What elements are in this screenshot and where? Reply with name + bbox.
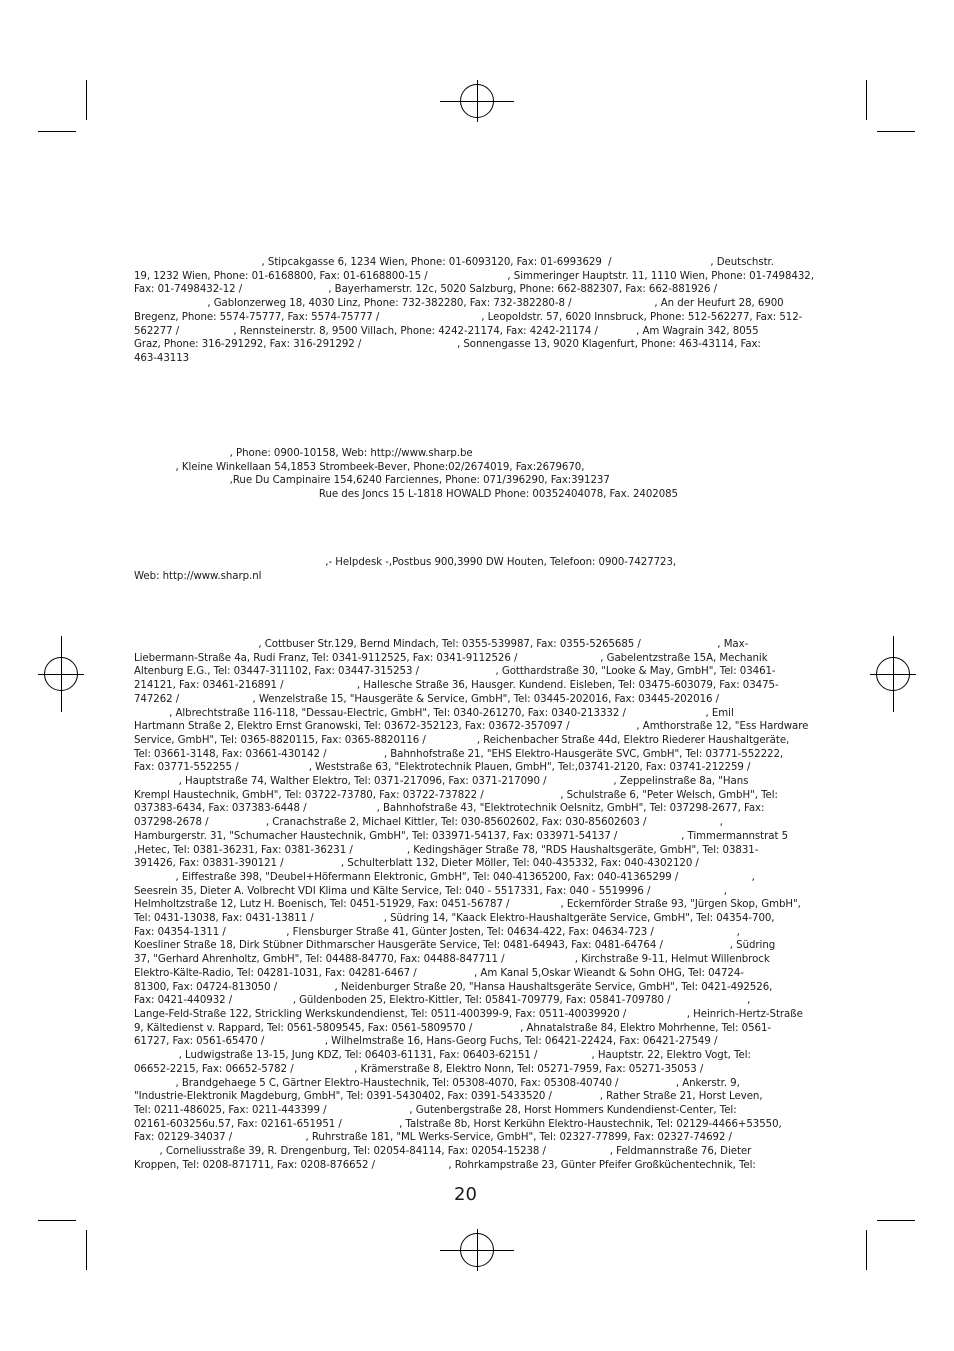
crop-mark bbox=[877, 1220, 915, 1221]
text-line: Tel: 0431-13038, Fax: 0431-13811 / , Südring 14, "Kaack Elektro-Haushaltgeräte Service, GmbH", Tel: 04354-700, bbox=[134, 913, 775, 925]
text-line: Bregenz, Phone: 5574-75777, Fax: 5574-75777 / , Leopoldstr. 57, 6020 Innsbruck, Phone: 512-562277, Fax: 512- bbox=[134, 311, 803, 323]
text-line: 06652-2215, Fax: 06652-5782 / , Krämerstraße 8, Elektro Nonn, Tel: 05271-7959, Fax: 05271-35053 / bbox=[134, 1063, 704, 1075]
text-line: , Cottbuser Str.129, Bernd Mindach, Tel: 0355-539987, Fax: 0355-5265685 / , Max- bbox=[134, 639, 749, 650]
text-line: 9, Kältedienst v. Rappard, Tel: 0561-5809545, Fax: 0561-5809570 / , Ahnatalstraße 84, Elektro Mohrhenne, Tel: 0561- bbox=[134, 1022, 772, 1034]
service-list-netherlands bbox=[134, 556, 798, 583]
text-line: 02161-603256u.57, Fax: 02161-651951 / , Talstraße 8b, Horst Kerkühn Elektro-Haustechnik, Tel: 02129-4466+53550, bbox=[134, 1118, 782, 1130]
crop-mark bbox=[86, 80, 87, 120]
registration-crosshair bbox=[893, 636, 894, 712]
text-line: , Phone: 0900-10158, Web: http://www.sharp.be bbox=[134, 448, 473, 459]
text-line: 19, 1232 Wien, Phone: 01-6168800, Fax: 01-6168800-15 / , Simmeringer Hauptstr. 11, 1110 Wien, Phone: 01-7498432, bbox=[134, 270, 814, 282]
text-line: 037298-2678 / , Cranachstraße 2, Michael Kittler, Tel: 030-85602602, Fax: 030-85602603 / , bbox=[134, 817, 723, 829]
text-line: ,Hetec, Tel: 0381-36231, Fax: 0381-36231 / , Kedingshäger Straße 78, "RDS Haushaltsgeräte, GmbH", Tel: 03831- bbox=[134, 844, 759, 856]
registration-crosshair bbox=[61, 636, 62, 712]
text-line: Helmholtzstraße 12, Lutz H. Boenisch, Tel: 0451-51929, Fax: 0451-56787 / , Eckernförder Straße 93, "Jürgen Skop, GmbH", bbox=[134, 899, 801, 911]
text-line: 37, "Gerhard Ahrenholtz, GmbH", Tel: 04488-84770, Fax: 04488-847711 / , Kirchstraße 9-11, Helmut Willenbrock bbox=[134, 954, 770, 966]
crop-mark bbox=[866, 80, 867, 120]
text-line: , Gablonzerweg 18, 4030 Linz, Phone: 732-382280, Fax: 732-382280-8 / , An der Heufurt 28, 6900 bbox=[134, 298, 784, 310]
text-line: Fax: 02129-34037 / , Ruhrstraße 181, "ML Werks-Service, GmbH", Tel: 02327-77899, Fax: 02327-74692 / bbox=[134, 1132, 732, 1144]
text-line: Krempl Haustechnik, GmbH", Tel: 03722-73780, Fax: 03722-737822 / , Schulstraße 6, "Peter Welsch, GmbH", Tel: bbox=[134, 789, 778, 801]
text-line: Fax: 04354-1311 / , Flensburger Straße 41, Günter Josten, Tel: 04634-422, Fax: 04634-723 / , bbox=[134, 926, 740, 938]
text-line: Seesrein 35, Dieter A. Volbrecht VDI Klima und Kälte Service, Tel: 040 - 5517331, Fax: 040 - 5519996 / , bbox=[134, 885, 727, 897]
registration-crosshair bbox=[477, 80, 478, 122]
text-line: 214121, Fax: 03461-216891 / , Hallesche Straße 36, Hausger. Kundend. Eisleben, Tel: 03475-603079, Fax: 03475- bbox=[134, 680, 779, 692]
service-list-belgium bbox=[134, 447, 798, 502]
service-list-austria bbox=[134, 256, 814, 366]
text-line: , Albrechtstraße 116-118, "Dessau-Electric, GmbH", Tel: 0340-261270, Fax: 0340-213332 / , Emil bbox=[134, 707, 734, 719]
text-line: Service, GmbH", Tel: 0365-8820115, Fax: 0365-8820116 / , Reichenbacher Straße 44d, Elektro Riederer Haushaltgeräte, bbox=[134, 734, 790, 746]
text-line: Hartmann Straße 2, Elektro Ernst Granowski, Tel: 03672-352123, Fax: 03672-357097 / , Amthorstraße 12, "Ess Hardware bbox=[134, 721, 809, 733]
text-line: 037383-6434, Fax: 037383-6448 / , Bahnhofstraße 43, "Elektrotechnik Oelsnitz, GmbH", Tel: 037298-2677, Fax: bbox=[134, 803, 765, 815]
crop-mark bbox=[86, 1230, 87, 1270]
text-line: Elektro-Kälte-Radio, Tel: 04281-1031, Fax: 04281-6467 / , Am Kanal 5,Oskar Wieandt & Sohn OHG, Tel: 04724- bbox=[134, 967, 744, 979]
text-line: ,- Helpdesk -,Postbus 900,3990 DW Houten, Telefoon: 0900-7427723, bbox=[134, 557, 677, 568]
text-line: Altenburg E.G., Tel: 03447-311102, Fax: 03447-315253 / , Gotthardstraße 30, "Looke & May, GmbH", Tel: 03461- bbox=[134, 666, 776, 678]
text-line: , Stipcakgasse 6, 1234 Wien, Phone: 01-6093120, Fax: 01-6993629 / , Deutschstr. bbox=[134, 257, 774, 268]
text-line: 562277 / , Rennsteinerstr. 8, 9500 Villach, Phone: 4242-21174, Fax: 4242-21174 / , Am Wagrain 342, 8055 bbox=[134, 325, 759, 337]
text-line: 463-43113 bbox=[134, 352, 190, 364]
text-line: , Hauptstraße 74, Walther Elektro, Tel: 0371-217096, Fax: 0371-217090 / , Zeppelinstraße 8a, "Hans bbox=[134, 776, 749, 788]
text-line: , Eiffestraße 398, "Deubel+Höfermann Elektronic, GmbH", Tel: 040-41365200, Fax: 040-41365299 / , bbox=[134, 871, 755, 883]
crop-mark bbox=[866, 1230, 867, 1270]
text-line: , Ludwigstraße 13-15, Jung KDZ, Tel: 06403-61131, Fax: 06403-62151 / , Hauptstr. 22, Elektro Vogt, Tel: bbox=[134, 1050, 751, 1062]
crop-mark bbox=[877, 131, 915, 132]
text-line: 61727, Fax: 0561-65470 / , Wilhelmstraße 16, Hans-Georg Fuchs, Tel: 06421-22424, Fax: 06421-27549 / bbox=[134, 1036, 718, 1048]
text-line: Tel: 0211-486025, Fax: 0211-443399 / , Gutenbergstraße 28, Horst Hommers Kundendienst-Center, Tel: bbox=[134, 1104, 737, 1116]
text-line: Fax: 03771-552255 / , Weststraße 63, "Elektrotechnik Plauen, GmbH", Tel:,03741-2120, Fax: 03741-212259 / bbox=[134, 762, 751, 774]
text-line: Graz, Phone: 316-291292, Fax: 316-291292 / , Sonnengasse 13, 9020 Klagenfurt, Phone: 463-43114, Fax: bbox=[134, 339, 761, 351]
text-line: Fax: 01-7498432-12 / , Bayerhamerstr. 12c, 5020 Salzburg, Phone: 662-882307, Fax: 662-881926 / bbox=[134, 284, 717, 296]
text-line: , Corneliusstraße 39, R. Drengenburg, Tel: 02054-84114, Fax: 02054-15238 / , Feldmannstraße 76, Dieter bbox=[134, 1146, 752, 1158]
text-line: Koesliner Straße 18, Dirk Stübner Dithmarscher Hausgeräte Service, Tel: 0481-64943, Fax: 0481-64764 / , Südring bbox=[134, 940, 776, 952]
text-line: 391426, Fax: 03831-390121 / , Schulterblatt 132, Dieter Möller, Tel: 040-435332, Fax: 040-4302120 / bbox=[134, 858, 699, 870]
text-line: Lange-Feld-Straße 122, Strickling Werkskundendienst, Tel: 0511-400399-9, Fax: 0511-40039920 / , Heinrich-Hertz-Straße bbox=[134, 1008, 803, 1020]
text-line: Fax: 0421-440932 / , Güldenboden 25, Elektro-Kittler, Tel: 05841-709779, Fax: 05841-709780 / , bbox=[134, 995, 751, 1007]
text-line: Liebermann-Straße 4a, Rudi Franz, Tel: 0341-9112525, Fax: 0341-9112526 / , Gabelentzstraße 15A, Mechanik bbox=[134, 652, 768, 664]
text-line: Kroppen, Tel: 0208-871711, Fax: 0208-876652 / , Rohrkampstraße 23, Günter Pfeifer Großküchentechnik, Tel: bbox=[134, 1159, 756, 1171]
text-line: , Kleine Winkellaan 54,1853 Strombeek-Bever, Phone:02/2674019, Fax:2679670, bbox=[134, 461, 585, 473]
service-list-germany bbox=[134, 638, 809, 1172]
text-line: ,Rue Du Campinaire 154,6240 Farciennes, Phone: 071/396290, Fax:391237 bbox=[134, 475, 610, 487]
crop-mark bbox=[38, 1220, 76, 1221]
text-line: Web: http://www.sharp.nl bbox=[134, 570, 262, 582]
text-line: , Brandgehaege 5 C, Gärtner Elektro-Haustechnik, Tel: 05308-4070, Fax: 05308-40740 / , Ankerstr. 9, bbox=[134, 1077, 740, 1089]
text-line: 747262 / , Wenzelstraße 15, "Hausgeräte & Service, GmbH", Tel: 03445-202016, Fax: 03445-202016 / bbox=[134, 693, 720, 705]
crop-mark bbox=[38, 131, 76, 132]
text-line: "Industrie-Elektronik Magdeburg, GmbH", Tel: 0391-5430402, Fax: 0391-5433520 / , Rather Straße 21, Horst Leven, bbox=[134, 1091, 763, 1103]
page-number: 20 bbox=[454, 1184, 477, 1205]
text-line: Rue des Joncs 15 L-1818 HOWALD Phone: 00352404078, Fax. 2402085 bbox=[134, 489, 678, 501]
text-line: Hamburgerstr. 31, "Schumacher Haustechnik, GmbH", Tel: 033971-54137, Fax: 033971-54137 / , Timmermannstrat 5 bbox=[134, 830, 789, 842]
text-line: 81300, Fax: 04724-813050 / , Neidenburger Straße 20, "Hansa Haushaltsgeräte Service, GmbH", Tel: 0421-492526, bbox=[134, 981, 773, 993]
registration-crosshair bbox=[477, 1229, 478, 1271]
text-line: Tel: 03661-3148, Fax: 03661-430142 / , Bahnhofstraße 21, "EHS Elektro-Hausgeräte SVC, GmbH", Tel: 03771-552222, bbox=[134, 748, 784, 760]
